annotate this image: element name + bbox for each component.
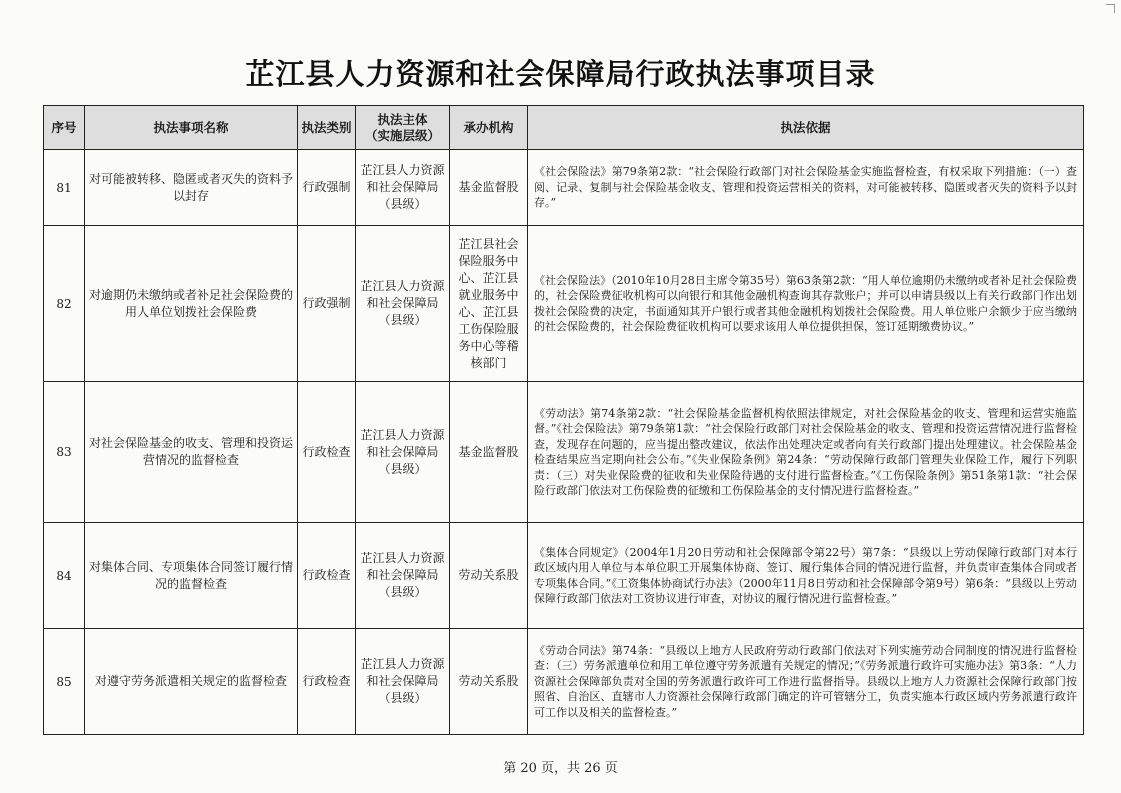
row-subject: 芷江县人力资源和社会保障局（县级） [356,226,450,382]
row-category: 行政检查 [298,523,356,629]
scan-corner-mark [1106,4,1115,13]
header-seq: 序号 [44,106,85,150]
row-seq: 81 [44,150,85,226]
row-subject: 芷江县人力资源和社会保障局（县级） [356,629,450,735]
row-basis: 《社会保险法》（2010年10月28日主席令第35号）第63条第2款：“用人单位逾期仍未缴纳或者补足社会保险费的，社会保险费征收机构可以向银行和其他金融机构查询其存款账户；并可以申请县级以上有关行政部门作出划拨社会保险费的决定，书面通知其开户银行或者其他金融机构划拨社会保险费。用人单位账户余额少于应当缴纳的社会保险费的，社会保险费征收机构可以要求该用人单位提供担保，签订延期缴费协议。” [528,226,1084,382]
header-subject: 执法主体 （实施层级） [356,106,450,150]
row-item-name: 对集体合同、专项集体合同签订履行情况的监督检查 [85,523,298,629]
row-category: 行政强制 [298,226,356,382]
row-basis: 《劳动法》第74条第2款：“社会保险基金监督机构依照法律规定，对社会保险基金的收支、管理和运营实施监督。”《社会保险法》第79条第1款：“社会保险行政部门对社会保险基金的收支、管理和投资运营情况进行监督检查，发现存在问题的，应当提出整改建议，依法作出处理决定或者向有关行政部门提出处理建议。社会保险基金检查结果应当定期向社会公布。”《失业保险条例》第24条：“劳动保障行政部门管理失业保险工作，履行下列职责：（三）对失业保险费的征收和失业保险待遇的支付进行监督检查。”《工伤保险条例》第51条第1款：“社会保险行政部门依法对工伤保险费的征缴和工伤保险基金的支付情况进行监督检查。” [528,382,1084,523]
row-item-name: 对社会保险基金的收支、管理和投资运营情况的监督检查 [85,382,298,523]
row-org: 劳动关系股 [450,523,528,629]
row-org: 基金监督股 [450,150,528,226]
table-row [44,629,1084,735]
row-category: 行政检查 [298,629,356,735]
row-seq: 82 [44,226,85,382]
row-basis: 《劳动合同法》第74条：“县级以上地方人民政府劳动行政部门依法对下列实施劳动合同制度的情况进行监督检查：（三）劳务派遣单位和用工单位遵守劳务派遣有关规定的情况；”《劳务派遣行政许可实施办法》第3条：“人力资源社会保障部负责对全国的劳务派遣行政许可工作进行监督指导。县级以上地方人力资源社会保障行政部门按照省、自治区、直辖市人力资源社会保障行政部门确定的许可管辖分工，负责实施本行政区域内劳务派遣行政许可工作以及相关的监督检查。” [528,629,1084,735]
row-subject: 芷江县人力资源和社会保障局（县级） [356,382,450,523]
document-title: 芷江县人力资源和社会保障局行政执法事项目录 [245,57,876,91]
row-item-name: 对可能被转移、隐匿或者灭失的资料予以封存 [85,150,298,226]
enforcement-table [43,105,1084,735]
header-item-name: 执法事项名称 [85,106,298,150]
page-number: 第 20 页，共 26 页 [503,761,618,776]
row-basis: 《集体合同规定》（2004年1月20日劳动和社会保障部令第22号）第7条：“县级以上劳动保障行政部门对本行政区域内用人单位与本单位职工开展集体协商、签订、履行集体合同的情况进行监督，并负责审查集体合同或者专项集体合同。”《工资集体协商试行办法》（2000年11月8日劳动和社会保障部令第9号）第6条：“县级以上劳动保障行政部门依法对工资协议进行审查，对协议的履行情况进行监督检查。” [528,523,1084,629]
row-org: 劳动关系股 [450,629,528,735]
table-row [44,523,1084,629]
table-row [44,150,1084,226]
header-category: 执法类别 [298,106,356,150]
row-org: 基金监督股 [450,382,528,523]
row-seq: 83 [44,382,85,523]
table-row [44,382,1084,523]
row-basis: 《社会保险法》第79条第2款：“社会保险行政部门对社会保险基金实施监督检查，有权采取下列措施：（一）查阅、记录、复制与社会保险基金收支、管理和投资运营相关的资料，对可能被转移、隐匿或者灭失的资料予以封存。” [528,150,1084,226]
row-subject: 芷江县人力资源和社会保障局（县级） [356,523,450,629]
row-category: 行政检查 [298,382,356,523]
row-item-name: 对逾期仍未缴纳或者补足社会保险费的用人单位划拨社会保险费 [85,226,298,382]
row-org: 芷江县社会保险服务中心、芷江县就业服务中心、芷江县工伤保险服务中心等稽核部门 [450,226,528,382]
table-row [44,226,1084,382]
header-basis: 执法依据 [528,106,1084,150]
table-header-row [44,106,1084,150]
row-subject: 芷江县人力资源和社会保障局（县级） [356,150,450,226]
row-seq: 85 [44,629,85,735]
row-item-name: 对遵守劳务派遣相关规定的监督检查 [85,629,298,735]
row-category: 行政强制 [298,150,356,226]
header-org: 承办机构 [450,106,528,150]
row-seq: 84 [44,523,85,629]
